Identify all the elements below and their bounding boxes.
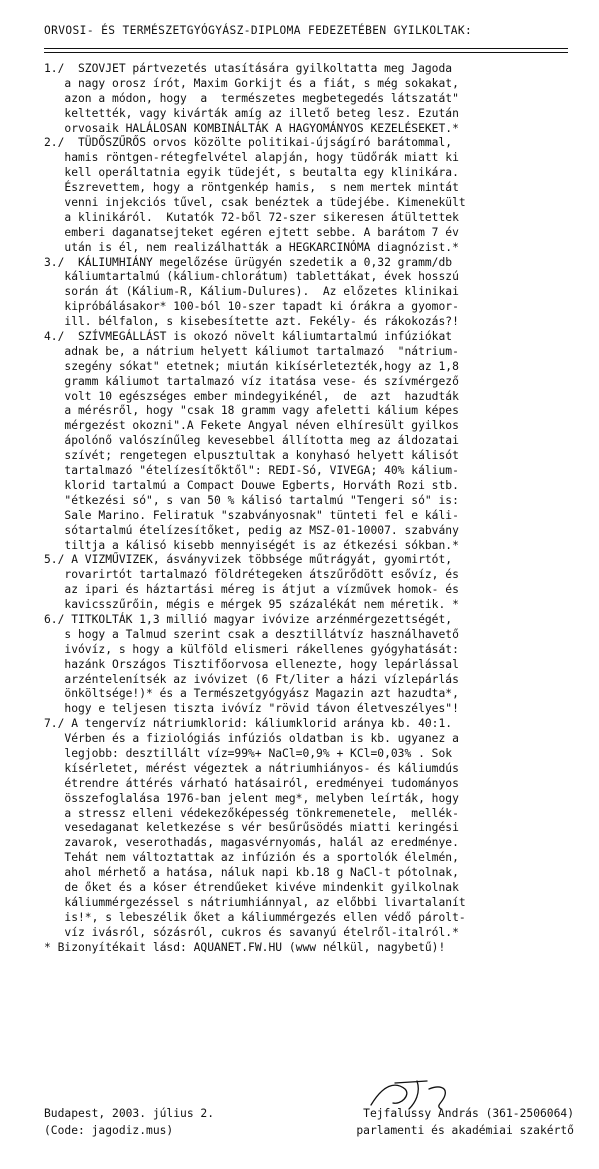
text-line: is!*, s lebeszélik őket a káliummérgezés ellen védő párolt- [44,910,466,924]
document-code: (Code: jagodiz.mus) [44,1124,174,1137]
text-line: legjobb: desztillált víz=99%+ NaCl=0,9% + KCl=0,03% . Sok [44,746,453,760]
text-line: mérgezést okozni".A Fekete Angyal néven elhíresült gyilkos [44,419,459,433]
author-role: parlamenti és akadémiai szakértő [356,1124,574,1137]
text-line: Sale Marino. Feliratuk "szabványosnak" tünteti fel e káli- [44,508,459,522]
text-line: vesedaganat keletkezése s vér besűrűsödés miatti keringési [44,821,459,835]
title-underline-top [44,48,568,49]
text-line: 4./ SZÍVMEGÁLLÁST is okozó növelt káliumtartalmú infúziókat [44,330,453,344]
text-line: után is él, nem realizálhatták a HEGKARCINÓMA diagnózist.* [44,240,459,254]
text-line: rovarirtót tartalmazó földrétegeken átszűrődött esővíz, és [44,568,459,582]
text-line: ill. bélfalon, s kisebesítette azt. Fekély- és rákokozás?! [44,315,459,329]
text-line: de őket és a kóser étrendűeket kivéve mindenkit gyilkolnak [44,880,459,894]
text-line: során át (Kálium-R, Kálium-Dulures). Az előzetes klinikai [44,285,459,299]
text-line: "étkezési só", s van 50 % kálisó tartalmú "Tengeri só" is: [44,493,459,507]
text-line: hogy e teljesen tiszta ivóvíz "rövid távon életveszélyes"! [44,702,459,716]
place-date: Budapest, 2003. július 2. [44,1107,215,1120]
text-line: kavicsszűrőin, mégis e mérgek 95 százalékát nem méretik. * [44,598,459,612]
text-line: 5./ A VIZMŰVIZEK, ásványvizek többsége műtrágyát, gyomirtót, [44,553,453,567]
text-line: szegény sókat" etetnek; miután kikísérletezték,hogy az 1,8 [44,359,459,373]
text-line: hamis röntgen-rétegfelvétel alapján, hogy tüdőrák miatt ki [44,151,459,165]
text-line: azon a módon, hogy a természetes megbetegedés látszatát" [44,91,459,105]
text-line: keltették, vagy kivárták amíg az illető beteg lesz. Ezután [44,106,459,120]
text-line: kísérletet, mérést végeztek a nátriumhiányos- és káliumdús [44,761,459,775]
author-name: Tejfalussy András (361-2506064) [363,1107,574,1120]
text-line: klorid tartalmú a Compact Douwe Egberts, Horváth Rozi stb. [44,478,459,492]
text-line: az ipari és háztartási méreg is átjut a vízművek homok- és [44,583,459,597]
text-line: s hogy a Talmud szerint csak a desztillátvíz használhavető [44,627,459,641]
page-title: ORVOSI- ÉS TERMÉSZETGYÓGYÁSZ-DIPLOMA FEDEZETÉBEN GYILKOLTAK: [44,24,473,37]
text-line: 6./ TITKOLTÁK 1,3 millió magyar ivóvize arzénmérgezettségét, [44,612,453,626]
document-body [44,62,574,955]
text-line: szívét; rengetegen elpusztultak a konyhasó helyett kálisót [44,449,459,463]
document-footer [44,1105,574,1139]
text-line: zavarok, veserothadás, magasvérnyomás, halál az eredménye. [44,836,459,850]
text-line: * Bizonyítékait lásd: AQUANET.FW.HU (www nélkül, nagybetű)! [44,940,446,954]
text-line: 1./ SZOVJET pártvezetés utasítására gyilkoltatta meg Jagoda [44,62,453,75]
text-line: tiltja a kálisó kisebb mennyiségét is az étkezési sókban.* [44,538,459,552]
text-line: 3./ KÁLIUMHIÁNY megelőzése ürügyén szedetik a 0,32 gramm/db [44,255,453,269]
text-line: hazánk Országos Tisztifőorvosa ellenezte, hogy lepárlással [44,657,459,671]
text-line: Tehát nem változtattak az infúzión és a sportolók élelmén, [44,851,459,865]
text-line: emberi daganatsejteket egéren ejtett sebbe. A barátom 7 év [44,225,459,239]
text-line: a klinikáról. Kutatók 72-ből 72-szer sikeresen átültettek [44,210,459,224]
text-line: venni injekciós tűvel, csak benéztek a tüdejébe. Kimenekült [44,196,466,210]
footer-row-2 [44,1122,574,1139]
text-line: víz ivásról, sózásról, cukros és savanyú ételről-italról.* [44,925,459,939]
text-line: Észrevettem, hogy a röntgenkép hamis, s nem mertek mintát [44,181,459,195]
text-line: ápolónő valószínűleg kevesebbel állította meg az áldozatai [44,434,459,448]
text-line: ahol mérhető a hatása, náluk napi kb.18 g NaCl-t pótolnak, [44,866,459,880]
text-line: orvosaik HALÁLOSAN KOMBINÁLTÁK A HAGYOMÁNYOS KEZELÉSEKET.* [44,121,459,135]
footer-row-1 [44,1105,574,1122]
text-line: gramm káliumot tartalmazó víz itatása vese- és szívmérgező [44,374,459,388]
text-line: önköltsége!)* és a Természetgyógyász Magazin azt hazudta*, [44,687,459,701]
text-line: tartalmazó "ételízesítőktől": REDI-Só, VIVEGA; 40% kálium- [44,464,459,478]
text-line: adnak be, a nátrium helyett káliumot tartalmazó "nátrium- [44,344,459,358]
title-underline-bottom [44,52,568,53]
text-line: a stressz elleni védekezőképesség tönkremenetele, mellék- [44,806,459,820]
text-line: Vérben és a fiziológiás infúziós oldatban is kb. ugyanez a [44,732,459,746]
text-line: káliumtartalmú (kálium-chlorátum) tablettákat, évek hosszú [44,270,459,284]
text-line: sótartalmú ételízesítőket, pedig az MSZ-01-10007. szabvány [44,523,459,537]
text-line: kipróbálásakor* 100-ból 10-szer tapadt ki órákra a gyomor- [44,300,459,314]
text-line: arzéntelenítsék az ivóvizet (6 Ft/liter a házi vízlepárlás [44,672,459,686]
text-line: a mérésről, hogy "csak 18 gramm vagy afeletti kálium képes [44,404,459,418]
text-line: 7./ A tengervíz nátriumklorid: káliumklorid aránya kb. 40:1. [44,717,453,731]
text-line: a nagy orosz írót, Maxim Gorkijt és a fiát, s még sokakat, [44,76,459,90]
text-line: 2./ TÜDŐSZŰRŐS orvos közölte politikai-újságíró barátommal, [44,136,453,150]
text-line: ivóvíz, s hogy a külföld elismeri rákellenes gyógyhatását: [44,642,459,656]
text-line: összefoglalása 1976-ban jelent meg*, melyben leírták, hogy [44,791,459,805]
text-line: volt 10 egészséges ember mindegyikénél, de azt hazudták [44,389,459,403]
text-line: káliummérgezéssel s nátriumhiánnyal, az előbbi livartalanít [44,895,466,909]
text-line: étrendre áttérés várható hatásairól, eredményei tudományos [44,776,459,790]
text-line: kell operáltatnia egyik tüdejét, s beutalta egy klinikára. [44,166,459,180]
